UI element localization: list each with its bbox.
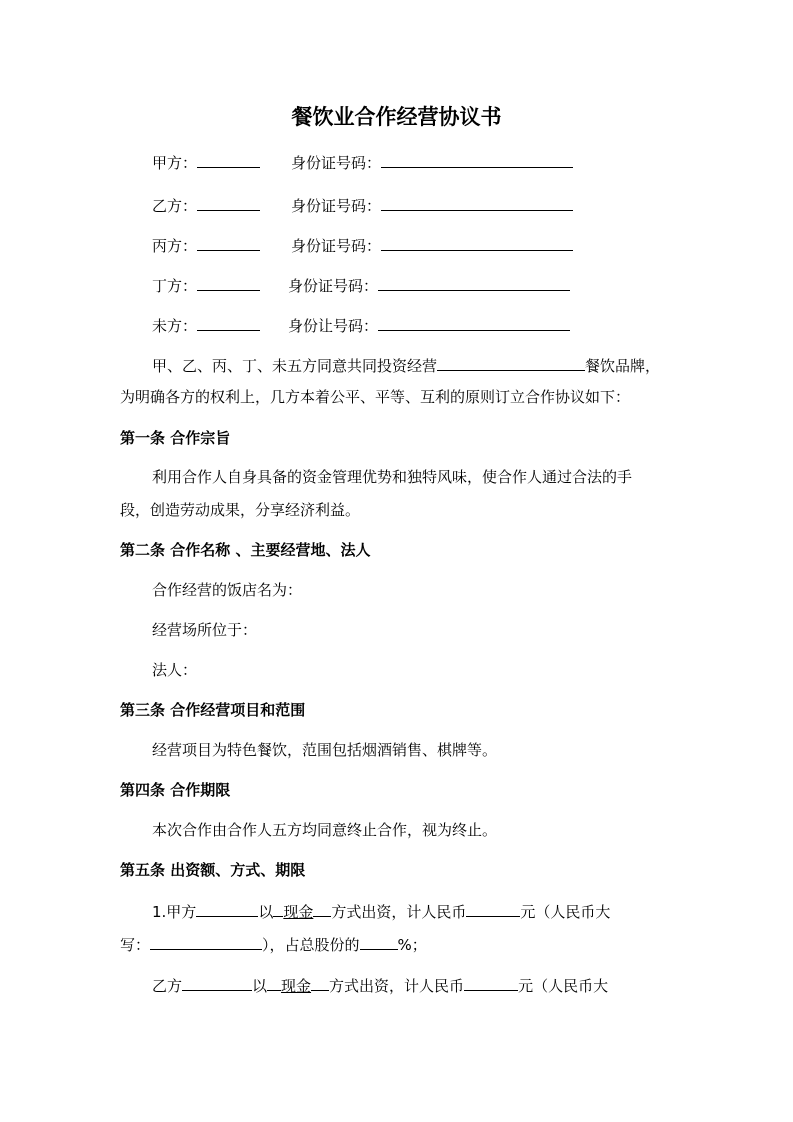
rmb-amount-blank[interactable] (466, 900, 520, 917)
intro-line-1 (152, 354, 660, 376)
contribution-text: 元（人民币大 (518, 977, 609, 995)
id-label: 身份证号码： (291, 197, 382, 215)
contribution-jia-line-1 (152, 900, 610, 922)
party-id-line-wei (288, 314, 570, 336)
party-line-jia (152, 151, 260, 173)
contribution-text: %； (397, 936, 427, 954)
section-2-item-3: 法人： (152, 661, 198, 679)
section-1-text-2: 段，创造劳动成果，分享经济利益。 (120, 501, 361, 519)
id-number-blank[interactable] (381, 151, 573, 168)
party-name-blank[interactable] (197, 234, 260, 251)
rmb-capital-blank[interactable] (150, 933, 262, 950)
method-pad (313, 900, 331, 917)
section-1-title: 第一条 合作宗旨 (120, 429, 231, 447)
id-number-blank[interactable] (381, 234, 573, 251)
contribution-text: 乙方 (152, 977, 183, 995)
contribution-text: 1.甲方 (152, 903, 197, 921)
party-name-blank[interactable] (197, 314, 260, 331)
party-id-line-bing (291, 234, 573, 256)
intro-text: 餐饮品牌， (585, 357, 661, 375)
id-label: 身份证号码： (291, 154, 382, 172)
id-label: 身份证号码： (291, 237, 382, 255)
party-name: 乙方： (152, 197, 198, 215)
method-pad (273, 900, 283, 917)
party-name: 丙方： (152, 237, 198, 255)
share-percent-blank[interactable] (360, 933, 398, 950)
party-line-yi (152, 194, 260, 216)
intro-line-2: 为明确各方的权利上，几方本着公平、平等、互利的原则订立合作协议如下： (120, 388, 631, 406)
contribution-text: 方式出资，计人民币 (329, 977, 465, 995)
brand-blank[interactable] (437, 354, 585, 371)
rmb-amount-blank[interactable] (464, 974, 518, 991)
party-name: 未方： (152, 317, 198, 335)
id-number-blank[interactable] (378, 314, 570, 331)
contribution-text: 方式出资，计人民币 (331, 903, 467, 921)
contribution-text: 元（人民币大 (520, 903, 611, 921)
section-3-text-1: 经营项目为特色餐饮，范围包括烟酒销售、棋牌等。 (152, 741, 498, 759)
contribution-text: ），占总股份的 (262, 936, 360, 954)
id-label: 身份让号码： (288, 317, 379, 335)
party-name-blank[interactable] (197, 194, 260, 211)
party-line-ding (152, 274, 260, 296)
contribution-method: 现金 (281, 977, 312, 995)
party-line-wei (152, 314, 260, 336)
section-4-title: 第四条 合作期限 (120, 781, 231, 799)
party-name: 甲方： (152, 154, 198, 172)
id-number-blank[interactable] (381, 194, 573, 211)
party-id-line-ding (288, 274, 570, 296)
party-name-blank[interactable] (197, 151, 260, 168)
section-4-text-1: 本次合作由合作人五方均同意终止合作，视为终止。 (152, 821, 498, 839)
section-2-item-1: 合作经营的饭店名为： (152, 581, 303, 599)
contribution-text: 以 (258, 903, 274, 921)
contribution-yi-line-1 (152, 974, 608, 996)
contribution-jia-line-2 (120, 933, 427, 955)
amount-blank[interactable] (182, 974, 252, 991)
amount-blank[interactable] (196, 900, 258, 917)
section-2-item-2: 经营场所位于： (152, 621, 258, 639)
id-number-blank[interactable] (378, 274, 570, 291)
section-2-title: 第二条 合作名称 、主要经营地、法人 (120, 541, 371, 559)
party-id-line-yi (291, 194, 573, 216)
party-name: 丁方： (152, 277, 198, 295)
party-name-blank[interactable] (197, 274, 260, 291)
section-5-title: 第五条 出资额、方式、期限 (120, 861, 306, 879)
party-id-line-jia (291, 151, 573, 173)
method-pad (311, 974, 329, 991)
intro-text: 甲、乙、丙、丁、未五方同意共同投资经营 (152, 357, 438, 375)
method-pad (267, 974, 281, 991)
contribution-text: 以 (252, 977, 268, 995)
contribution-text: 写： (120, 936, 151, 954)
party-line-bing (152, 234, 260, 256)
section-3-title: 第三条 合作经营项目和范围 (120, 701, 306, 719)
document-title: 餐饮业合作经营协议书 (291, 104, 502, 129)
section-1-text-1: 利用合作人自身具备的资金管理优势和独特风味，使合作人通过合法的手 (152, 468, 633, 486)
id-label: 身份证号码： (288, 277, 379, 295)
contribution-method: 现金 (283, 903, 314, 921)
